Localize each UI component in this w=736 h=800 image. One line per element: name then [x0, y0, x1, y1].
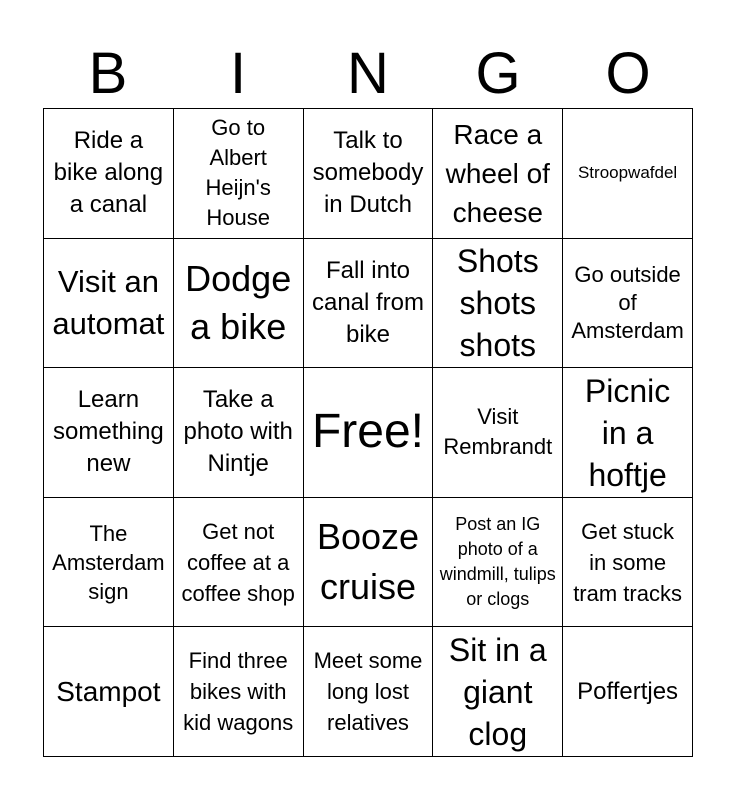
cell-text: Visit Rembrandt: [443, 404, 553, 460]
bingo-cell[interactable]: [174, 239, 304, 369]
cell-text: Fall into canal from bike: [311, 256, 425, 348]
cell-text: Stroopwafdel: [577, 163, 678, 183]
bingo-cell[interactable]: [304, 109, 434, 239]
bingo-cell[interactable]: [433, 627, 563, 757]
bingo-cell[interactable]: [44, 368, 174, 498]
bingo-cell[interactable]: [304, 498, 434, 628]
bingo-cell[interactable]: [433, 498, 563, 628]
cell-text: Take a photo with Nintje: [183, 386, 293, 478]
bingo-cell[interactable]: [174, 627, 304, 757]
cell-text: Booze cruise: [316, 516, 420, 608]
cell-text: Go to Albert Heijn's House: [205, 115, 271, 231]
cell-text: Dodge a bike: [185, 257, 292, 347]
bingo-cell[interactable]: [563, 368, 693, 498]
cell-text: Learn something new: [53, 386, 164, 478]
cell-text: Poffertjes: [577, 677, 679, 705]
bingo-cell[interactable]: [44, 627, 174, 757]
bingo-cell[interactable]: [174, 109, 304, 239]
cell-text: Get stuck in some tram tracks: [573, 518, 682, 606]
bingo-cell[interactable]: [304, 239, 434, 369]
cell-text: Visit an automat: [52, 263, 165, 341]
header-letter-i: I: [229, 41, 247, 106]
cell-text: Race a wheel of cheese: [445, 118, 550, 228]
cell-text: Talk to somebody in Dutch: [312, 127, 424, 219]
bingo-cell free-space[interactable]: [304, 368, 434, 498]
bingo-cell[interactable]: [44, 498, 174, 628]
header-letter-o: O: [605, 41, 651, 106]
cell-text: Free!: [311, 405, 424, 459]
bingo-cell[interactable]: [563, 239, 693, 369]
bingo-header: [43, 40, 693, 108]
bingo-cell[interactable]: [44, 239, 174, 369]
cell-text: Find three bikes with kid wagons: [183, 648, 294, 736]
bingo-cell[interactable]: [433, 109, 563, 239]
bingo-board: [43, 108, 693, 757]
cell-text: Ride a bike along a canal: [53, 127, 164, 219]
cell-text: Stampot: [56, 676, 161, 708]
bingo-cell[interactable]: [433, 368, 563, 498]
header-letter-n: N: [347, 41, 389, 106]
bingo-cell[interactable]: [174, 368, 304, 498]
bingo-cell[interactable]: [44, 109, 174, 239]
cell-text: Get not coffee at a coffee shop: [181, 518, 295, 606]
cell-text: Go outside of Amsterdam: [571, 261, 684, 343]
header-letter-g: G: [475, 41, 521, 106]
cell-text: Sit in a giant clog: [448, 631, 547, 752]
cell-text: Post an IG photo of a windmill, tulips or clogs: [439, 514, 556, 610]
bingo-cell[interactable]: [433, 239, 563, 369]
bingo-cell[interactable]: [563, 498, 693, 628]
header-letter-b: B: [88, 41, 128, 106]
bingo-cell[interactable]: [563, 109, 693, 239]
bingo-cell[interactable]: [304, 627, 434, 757]
cell-text: The Amsterdam sign: [52, 520, 165, 604]
cell-text: Shots shots shots: [456, 242, 539, 363]
cell-text: Picnic in a hoftje: [584, 372, 671, 493]
bingo-cell[interactable]: [563, 627, 693, 757]
cell-text: Meet some long lost relatives: [313, 648, 423, 736]
bingo-cell[interactable]: [174, 498, 304, 628]
